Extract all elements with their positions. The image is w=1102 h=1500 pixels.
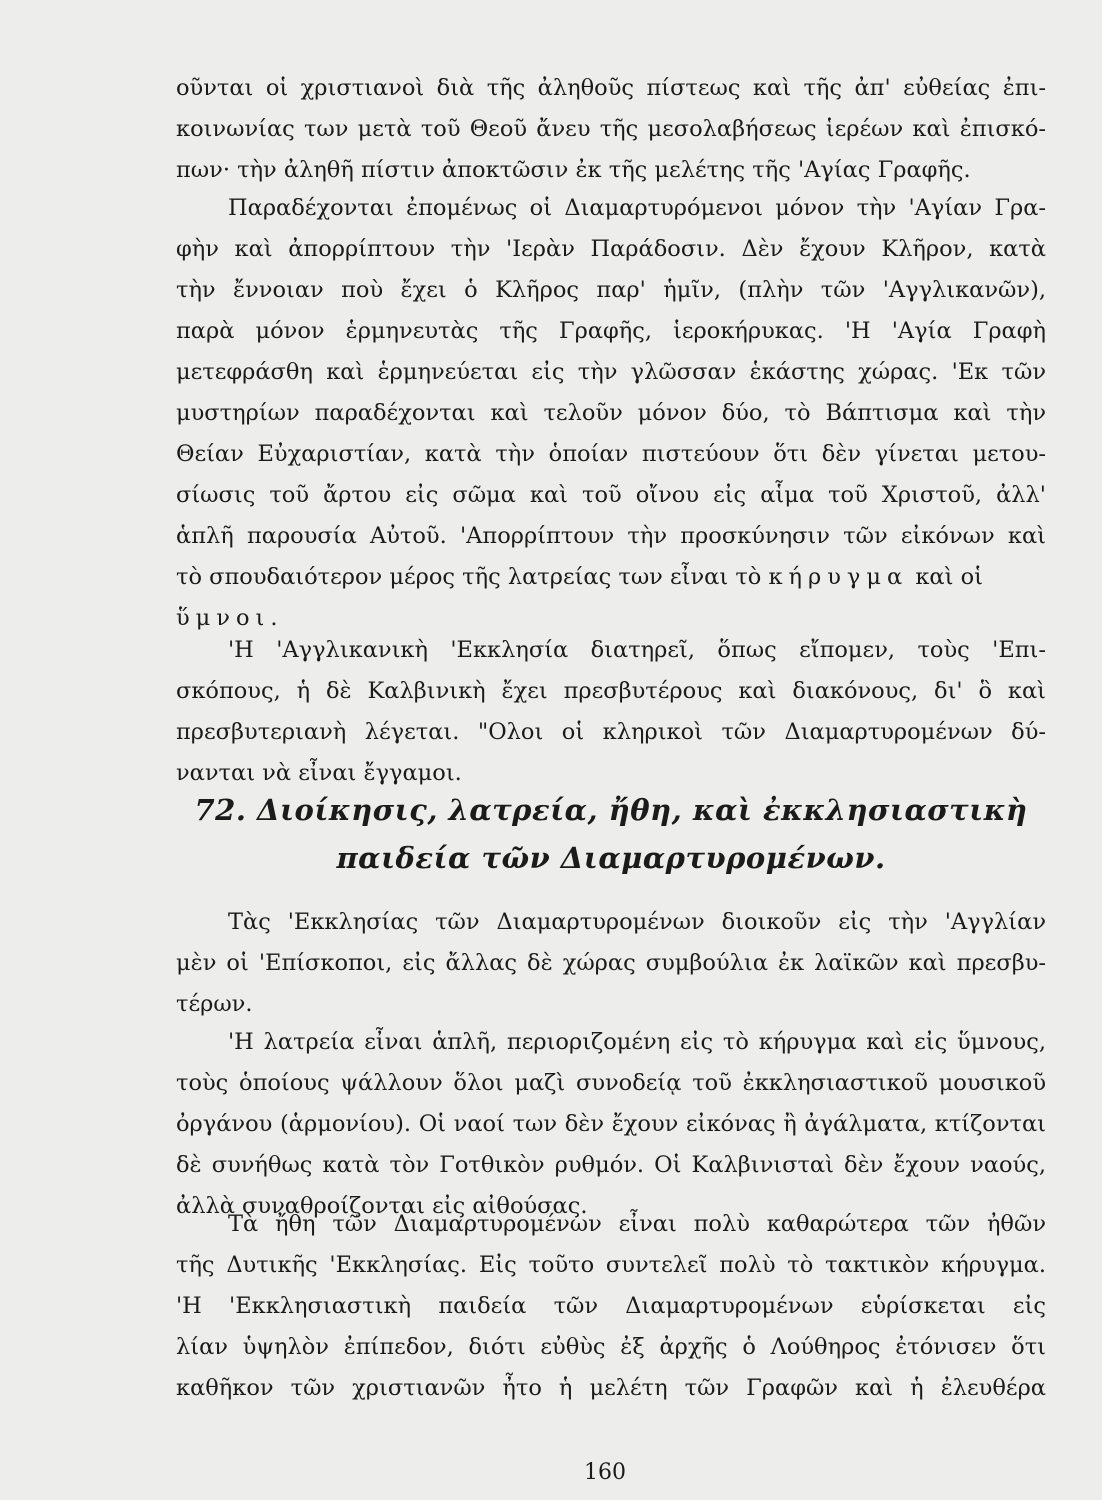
text-line: οῦνται οἱ χριστιανοὶ διὰ τῆς ἀληθοῦς πίστεως καὶ τῆς ἀπ' εὐθείας ἐπι- xyxy=(176,75,1046,101)
text-line: Θείαν Εὐχαριστίαν, κατὰ τὴν ὁποίαν πιστεύουν ὅτι δὲν γίνεται μετου- xyxy=(176,441,1046,467)
section-heading-line-2: παιδεία τῶν Διαμαρτυρομένων. xyxy=(336,841,886,875)
text-line: τὴν ἔννοιαν ποὺ ἔχει ὁ Κλῆρος παρ' ἡμῖν, (πλὴν τῶν 'Αγγλικανῶν), xyxy=(176,277,1046,303)
text-line: λίαν ὑψηλὸν ἐπίπεδον, διότι εὐθὺς ἐξ ἀρχῆς ὁ Λούθηρος ἐτόνισεν ὅτι xyxy=(176,1334,1046,1360)
text-line: δὲ συνήθως κατὰ τὸν Γοτθικὸν ρυθμόν. Οἱ Καλβινισταὶ δὲν ἔχουν ναούς, xyxy=(176,1152,1046,1178)
text-line: μὲν οἱ 'Επίσκοποι, εἰς ἄλλας δὲ χώρας συμβούλια ἐκ λαϊκῶν καὶ πρεσβυ- xyxy=(176,950,1046,976)
text-line: νανται νὰ εἶναι ἔγγαμοι. xyxy=(176,760,462,786)
emphasized-word: κήρυγμα xyxy=(768,564,909,590)
text-line: κοινωνίας των μετὰ τοῦ Θεοῦ ἄνευ τῆς μεσολαβήσεως ἱερέων καὶ ἐπισκό- xyxy=(176,116,1046,142)
text-line: Τὰς 'Εκκλησίας τῶν Διαμαρτυρομένων διοικοῦν εἰς τὴν 'Αγγλίαν xyxy=(228,909,1046,935)
text-line: 'Η 'Εκκλησιαστικὴ παιδεία τῶν Διαμαρτυρομένων εὑρίσκεται εἰς xyxy=(176,1293,1046,1319)
emphasized-word: ὕμνοι. xyxy=(176,605,284,631)
text-line: παρὰ μόνον ἑρμηνευτὰς τῆς Γραφῆς, ἱεροκήρυκας. 'Η 'Αγία Γραφὴ xyxy=(176,318,1046,344)
text-line: σκόπους, ἡ δὲ Καλβινικὴ ἔχει πρεσβυτέρους καὶ διακόνους, δι' ὃ καὶ xyxy=(176,678,1046,704)
text-line: μυστηρίων παραδέχονται καὶ τελοῦν μόνον δύο, τὸ Βάπτισμα καὶ τὴν xyxy=(176,400,1046,426)
page-number: 160 xyxy=(584,1460,626,1485)
text-line: φὴν καὶ ἀπορρίπτουν τὴν 'Ιερὰν Παράδοσιν. Δὲν ἔχουν Κλῆρον, κατὰ xyxy=(176,236,1046,262)
text-run: τὸ σπουδαιότερον μέρος τῆς λατρείας των εἶναι τὸ xyxy=(176,564,769,590)
text-line: τέρων. xyxy=(176,991,253,1017)
text-line: 'Η 'Αγγλικανικὴ 'Εκκλησία διατηρεῖ, ὅπως εἴπομεν, τοὺς 'Επι- xyxy=(228,637,1046,663)
text-line: ἁπλῆ παρουσία Αὐτοῦ. 'Απορρίπτουν τὴν προσκύνησιν τῶν εἰκόνων καὶ xyxy=(176,523,1046,549)
text-line: πρεσβυτεριανὴ λέγεται. "Ολοι οἱ κληρικοὶ τῶν Διαμαρτυρομένων δύ- xyxy=(176,719,1046,745)
text-line: τοὺς ὁποίους ψάλλουν ὅλοι μαζὶ συνοδείᾳ τοῦ ἐκκλησιαστικοῦ μουσικοῦ xyxy=(176,1070,1046,1096)
text-line: Τὰ ἤθη τῶν Διαμαρτυρομένων εἶναι πολὺ καθαρώτερα τῶν ἠθῶν xyxy=(228,1211,1046,1237)
text-line: καθῆκον τῶν χριστιανῶν ἦτο ἡ μελέτη τῶν Γραφῶν καὶ ἡ ἐλευθέρα xyxy=(176,1375,1046,1401)
section-heading-line-1: 72. Διοίκησις, λατρεία, ἤθη, καὶ ἐκκλησιαστικὴ xyxy=(194,793,1028,827)
text-line: Παραδέχονται ἐπομένως οἱ Διαμαρτυρόμενοι μόνον τὴν 'Αγίαν Γρα- xyxy=(228,195,1046,221)
text-line: μετεφράσθη καὶ ἑρμηνεύεται εἰς τὴν γλῶσσαν ἑκάστης χώρας. 'Εκ τῶν xyxy=(176,359,1046,385)
text-line: σίωσις τοῦ ἄρτου εἰς σῶμα καὶ τοῦ οἴνου εἰς αἷμα τοῦ Χριστοῦ, ἀλλ' xyxy=(176,482,1046,508)
text-line: τῆς Δυτικῆς 'Εκκλησίας. Εἰς τοῦτο συντελεῖ πολὺ τὸ τακτικὸν κήρυγμα. xyxy=(176,1252,1046,1278)
text-line xyxy=(176,561,1046,594)
text-line: 'Η λατρεία εἶναι ἁπλῆ, περιοριζομένη εἰς τὸ κήρυγμα καὶ εἰς ὕμνους, xyxy=(228,1029,1046,1055)
text-line: πων· τὴν ἀληθῆ πίστιν ἀποκτῶσιν ἐκ τῆς μελέτης τῆς 'Αγίας Γραφῆς. xyxy=(176,157,971,183)
text-line: ἀλλὰ συναθροίζονται εἰς αἰθούσας. xyxy=(176,1193,588,1219)
text-line: ὀργάνου (ἁρμονίου). Οἱ ναοί των δὲν ἔχουν εἰκόνας ἢ ἀγάλματα, κτίζονται xyxy=(176,1111,1046,1137)
text-run: καὶ οἱ xyxy=(908,564,983,590)
